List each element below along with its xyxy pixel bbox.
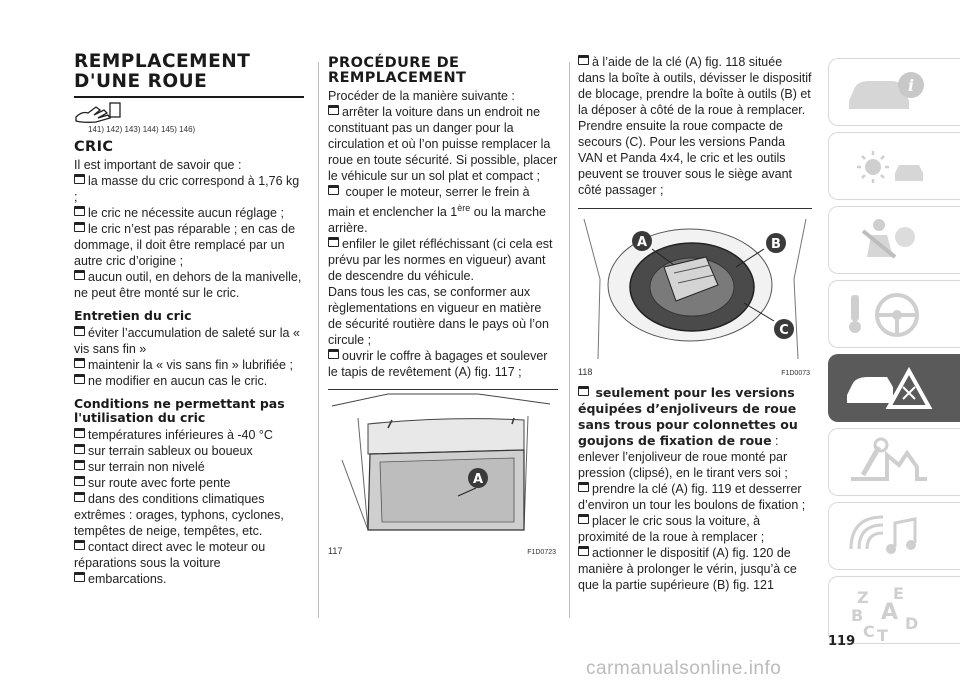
cric-item: aucun outil, en dehors de la manivelle, ne peut être monté sur le cric. (74, 269, 306, 301)
index-letter: T (877, 626, 888, 643)
condition-item: sur route avec forte pente (74, 475, 306, 491)
cric-heading: CRIC (74, 139, 114, 155)
procedure-step-text: ou la marche arrière. (328, 205, 546, 236)
index-letter: Z (857, 588, 869, 607)
index-letter: A (881, 600, 899, 625)
multimedia-icon (843, 509, 933, 563)
procedure-step: à l’aide de la clé (A) fig. 118 située dans la boîte à outils, dévisser le dispositif de blocage, prendre la boîte à outils (B) et la déposer à côté de la roue à remplacer. Prendre ensuite la roue compacte de secours (C). Pour les versions Panda VAN et Panda 4x4, le cric et les outils peuvent se trouver sous le siège avant côté passager ; (578, 55, 812, 197)
procedure-step-bold: seulement pour les versions équipées d’enjoliveurs de roue sans trous pour colonnettes ou goujons de fixation de roue (578, 385, 798, 448)
column-divider (569, 62, 570, 618)
ordinal-superscript: ère (457, 203, 471, 213)
procedure-step: arrêter la voiture dans un endroit ne constituant pas un danger pour la circulation et où l’on puisse remplacer la roue en toute sécurité. Si possible, placer le véhicule sur un sol plat et compact ; (328, 105, 558, 183)
procedure-step-text: couper le moteur, serrer le frein à main et enclencher la 1 (328, 185, 530, 220)
procedure-step (328, 184, 558, 236)
airbag-safety-icon (843, 213, 933, 267)
trunk-illustration (328, 390, 558, 540)
callout-c-label: C (779, 323, 789, 338)
entretien-item: maintenir la « vis sans fin » lubrifiée ; (74, 357, 306, 373)
procedure-step: prendre la clé (A) fig. 119 et desserrer d’environ un tour les boulons de fixation ; (578, 481, 812, 513)
spare-wheel-illustration (578, 209, 812, 365)
section-title (74, 52, 306, 92)
condition-item: sur terrain sableux ou boueux (74, 443, 306, 459)
car-info-icon (843, 65, 933, 119)
procedure-step (578, 385, 812, 481)
procedure-step: enfiler le gilet réfléchissant (ci cela est prévu par les normes en vigueur) avant de descendre du véhicule. (328, 236, 558, 284)
tab-steering-key[interactable] (828, 280, 960, 348)
entretien-item: éviter l’accumulation de saleté sur la « vis sans fin » (74, 325, 306, 357)
index-letter: E (893, 584, 904, 603)
condition-item: sur terrain non nivelé (74, 459, 306, 475)
svg-text:i: i (907, 76, 915, 95)
column-divider (318, 62, 319, 618)
figure-117 (328, 389, 558, 558)
condition-item: températures inférieures à -40 °C (74, 427, 306, 443)
steering-key-icon (843, 287, 933, 341)
condition-item: dans des conditions climatiques extrêmes : orages, typhons, cyclones, tempêtes de neige, tempêtes, etc. (74, 491, 306, 539)
callout-a-label: A (636, 235, 648, 250)
callout-a-label: A (472, 472, 484, 488)
section-title-line1: REMPLACEMENT (74, 51, 251, 72)
maintenance-tools-icon (843, 435, 933, 489)
procedure-step-text: : enlever l’enjoliveur de roue monté par pression (clipsé), en le tirant vers soi ; (578, 434, 788, 480)
procedure-paragraph: Dans tous les cas, se conformer aux règlementations en vigueur en matière de sécurité routière dans le pays où l’on circule ; (328, 285, 549, 348)
figure-code: F1D0723 (527, 549, 556, 557)
tab-car-info[interactable] (828, 58, 960, 126)
page-number: 119 (828, 634, 856, 649)
chapter-tabs (828, 58, 960, 650)
cric-item: la masse du cric correspond à 1,76 kg ; (74, 173, 306, 205)
procedure-step: ouvrir le coffre à bagages et soulever le tapis de revêtement (A) fig. 117 ; (328, 348, 558, 380)
condition-item: contact direct avec le moteur ou réparations sous la voiture (74, 539, 306, 571)
warning-icon-row (74, 101, 306, 123)
procedure-title-line1: PROCÉDURE DE (328, 55, 460, 71)
column-left (74, 52, 306, 587)
entretien-heading: Entretien du cric (74, 308, 192, 323)
section-title-line2: D'UNE ROUE (74, 71, 208, 92)
alphabetical-index-icon (843, 583, 933, 643)
title-rule (74, 96, 304, 98)
figure-code: F1D0073 (781, 370, 810, 377)
conditions-heading (74, 397, 306, 425)
watermark: carmanualsonline.info (586, 658, 782, 679)
procedure-title-line2: REMPLACEMENT (328, 70, 467, 86)
index-letter: C (863, 622, 875, 641)
warning-hand-icon (74, 101, 122, 123)
warning-references: 141) 142) 143) 144) 145) 146) (88, 125, 196, 134)
index-letter: B (851, 606, 864, 625)
tab-dashboard-lights[interactable] (828, 132, 960, 200)
conditions-heading-line1: Conditions ne permettant pas (74, 396, 285, 411)
procedure-step: actionner le dispositif (A) fig. 120 de manière à prolonger le vérin, jusqu’à ce que la partie supérieure (B) fig. 121 (578, 545, 812, 593)
figure-number: 117 (328, 546, 343, 557)
cric-item: le cric n’est pas réparable ; en cas de dommage, il doit être remplacé par un autre cric d’origine ; (74, 221, 306, 269)
breakdown-warning-icon (843, 361, 933, 415)
procedure-title (328, 56, 558, 86)
column-right (578, 54, 812, 593)
cric-intro: Il est important de savoir que : (74, 158, 242, 172)
index-letter: D (905, 614, 919, 633)
figure-118 (578, 208, 812, 379)
procedure-step: placer le cric sous la voiture, à proximité de la roue à remplacer ; (578, 513, 812, 545)
entretien-item: ne modifier en aucun cas le cric. (74, 373, 306, 389)
procedure-intro: Procéder de la manière suivante : (328, 89, 515, 103)
tab-airbag-safety[interactable] (828, 206, 960, 274)
tab-multimedia[interactable] (828, 502, 960, 570)
condition-item: embarcations. (74, 571, 306, 587)
figure-number: 118 (578, 367, 593, 377)
callout-b-label: B (771, 237, 781, 252)
dashboard-lights-icon (843, 139, 933, 193)
column-middle (328, 54, 558, 558)
tab-maintenance[interactable] (828, 428, 960, 496)
cric-item: le cric ne nécessite aucun réglage ; (74, 205, 306, 221)
conditions-heading-line2: l'utilisation du cric (74, 410, 206, 425)
tab-breakdown[interactable] (828, 354, 960, 422)
